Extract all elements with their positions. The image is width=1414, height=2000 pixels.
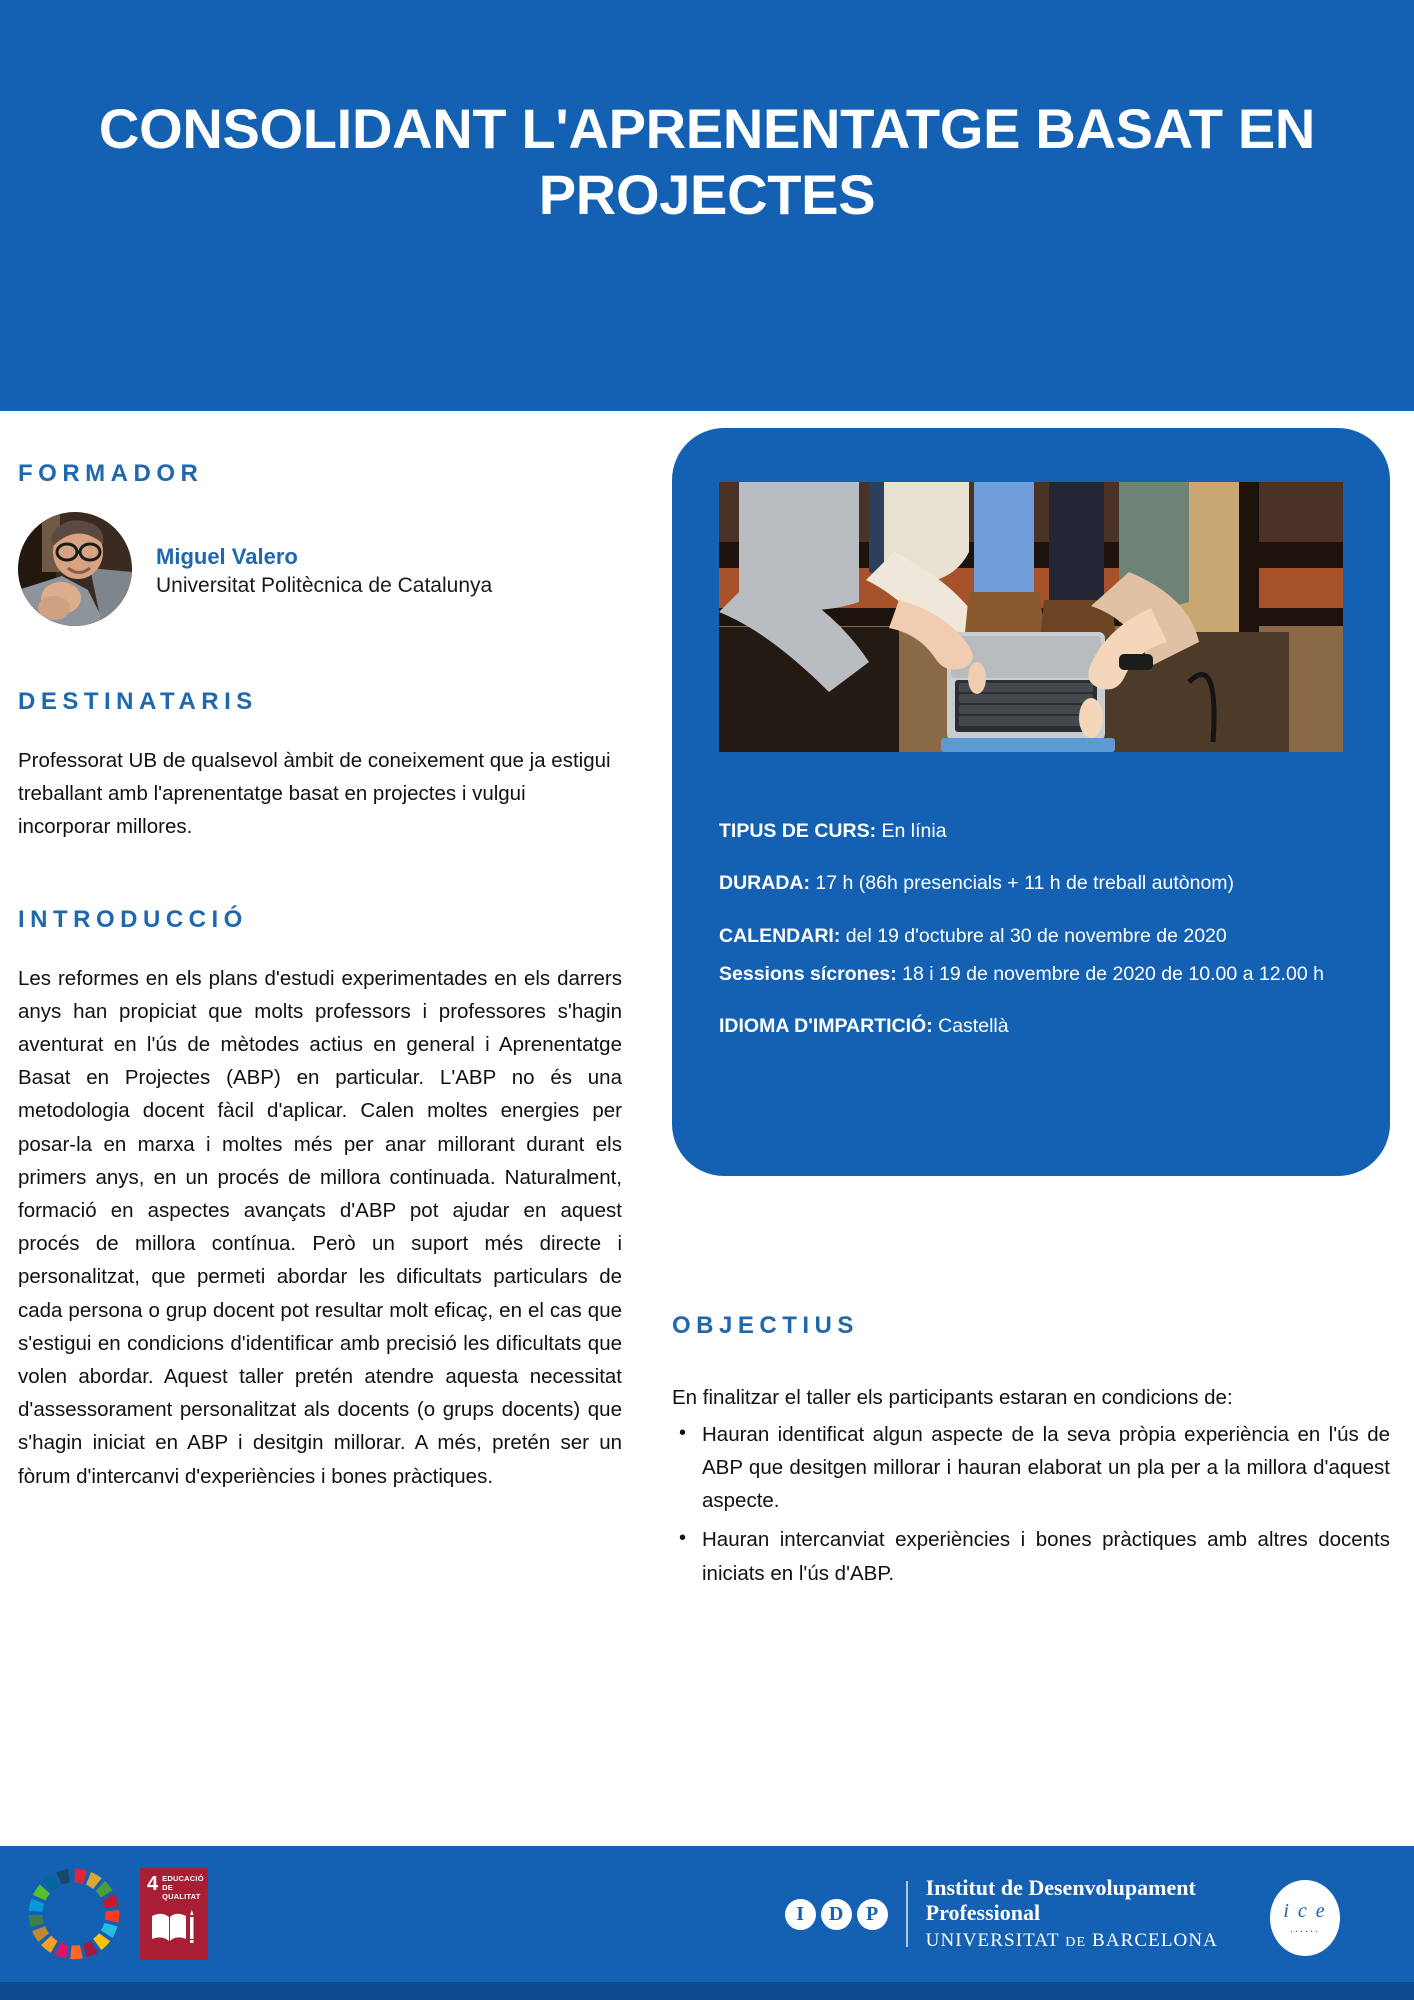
idp-letter-badges bbox=[785, 1899, 888, 1930]
sdg-goal-4-header bbox=[140, 1868, 208, 1902]
section-heading-formador: FORMADOR bbox=[18, 460, 204, 487]
sdg-wheel-icon bbox=[24, 1864, 124, 1964]
section-destinataris bbox=[18, 688, 622, 844]
destinataris-text: Professorat UB de qualsevol àmbit de coneixement que ja estigui treballant amb l'aprenentatge basat en projectes i vulgui incorporar millores. bbox=[18, 749, 611, 839]
detail-calendari bbox=[719, 923, 1350, 949]
idp-letter-d: D bbox=[821, 1899, 852, 1930]
trainer-organization: Universitat Politècnica de Catalunya bbox=[156, 574, 493, 597]
objectius-list bbox=[672, 1418, 1390, 1590]
avatar bbox=[18, 512, 132, 626]
sdg-goal-label-line2: DE QUALITAT bbox=[162, 1882, 201, 1901]
detail-label: IDIOMA D'IMPARTICIÓ: bbox=[719, 1015, 933, 1038]
sdg-goal-label-line1: EDUCACIÓ bbox=[162, 1874, 204, 1883]
detail-value: Castellà bbox=[938, 1015, 1009, 1038]
ice-logo-text: i c e bbox=[1283, 1900, 1327, 1922]
introduccio-text: Les reformes en els plans d'estudi experimentades en els darrers anys han propiciat que molts professors i professores s'hagin aventurat en l'ús de mètodes actius en general i Aprenentatge Basat en Projectes (ABP) en particular. L'ABP no és una metodologia docent fàcil d'aplicar. Calen moltes energies per posar-la en marxa i moltes més per anar millorant durant els primers anys, en un procés de millora continuada. Naturalment, formació en aspectes avançats d'ABP pot ajudar en aquest procés de millora contínua. Però un suport més directe i personalitzat, que permeti abordar les dificultats particulars de cada persona o grup docent pot resultar molt eficaç, en el cas que s'estigui en condicions d'identificar amb precisió les dificultats que volen abordar. Aquest taller pretén atendre aquesta necessitat d'assessorament personalitzat als docents (o grups docents) que s'hagin iniciat en ABP i desitgin millorar. A més, pretén ser un fòrum d'intercanvi d'experiències i bones pràctiques. bbox=[18, 966, 622, 1488]
detail-value: En línia bbox=[881, 820, 947, 842]
list-item: • Hauran intercanviat experiències i bones pràctiques amb altres docents iniciats en l'ús d'ABP. bbox=[672, 1523, 1390, 1589]
sdg-goal-4-badge bbox=[140, 1868, 208, 1960]
section-heading-objectius: OBJECTIUS bbox=[672, 1312, 859, 1339]
idp-name-line2: Professional bbox=[925, 1899, 1041, 1925]
idp-letter-p: P bbox=[857, 1899, 888, 1930]
course-photo bbox=[719, 482, 1343, 752]
objectius-intro: En finalitzar el taller els participants estaran en condicions de: bbox=[672, 1386, 1233, 1409]
list-item: • Hauran identificat algun aspecte de la seva pròpia experiència en l'ús de ABP que desitgen millorar i hauran elaborat un pla per a la millora d'aquest aspecte. bbox=[672, 1418, 1390, 1518]
open-book-icon bbox=[140, 1907, 208, 1947]
trainer-text bbox=[156, 540, 492, 598]
detail-value: 17 h (86h presencials + 11 h de treball autònom) bbox=[815, 872, 1235, 895]
divider bbox=[906, 1881, 908, 1947]
idp-university-mid: DE bbox=[1065, 1935, 1087, 1951]
idp-university-prefix: UNIVERSITAT bbox=[925, 1930, 1060, 1952]
idp-name-block bbox=[926, 1876, 1218, 1952]
ice-logo-dots: ...... bbox=[1289, 1923, 1321, 1935]
detail-idioma-imparticio bbox=[719, 1013, 1350, 1039]
detail-value: 18 i 19 de novembre de 2020 de 10.00 a 12.00 h bbox=[902, 962, 1324, 985]
sdg-goal-label bbox=[162, 1875, 208, 1902]
idp-name-line1: Institut de Desenvolupament bbox=[925, 1875, 1196, 1900]
idp-university bbox=[926, 1930, 1218, 1952]
ice-logo bbox=[1270, 1880, 1340, 1956]
trainer-name: Miguel Valero bbox=[156, 544, 298, 569]
section-heading-destinataris: DESTINATARIS bbox=[18, 688, 258, 715]
detail-label: Sessions sícrones: bbox=[719, 962, 897, 985]
detail-sessions-sicrones bbox=[719, 961, 1350, 987]
left-column bbox=[18, 460, 622, 1493]
detail-value: del 19 d'octubre al 30 de novembre de 2020 bbox=[845, 924, 1227, 947]
footer-bottom-strip bbox=[0, 1982, 1414, 2000]
course-info-card bbox=[672, 428, 1390, 1176]
trainer-row bbox=[18, 512, 622, 626]
footer-band bbox=[0, 1846, 1414, 1982]
idp-letter-i: I bbox=[785, 1899, 816, 1930]
section-introduccio bbox=[18, 906, 622, 1493]
detail-label: CALENDARI: bbox=[719, 924, 841, 947]
detail-label: DURADA: bbox=[719, 872, 810, 895]
detail-durada bbox=[719, 870, 1350, 896]
detail-tipus-de-curs bbox=[719, 818, 1350, 844]
section-objectius bbox=[672, 1312, 1390, 1596]
detail-label: TIPUS DE CURS: bbox=[719, 820, 877, 842]
sdg-goal-number: 4 bbox=[147, 1873, 159, 1895]
course-details-list bbox=[719, 818, 1350, 1040]
idp-logo bbox=[785, 1876, 1218, 1952]
section-heading-introduccio: INTRODUCCIÓ bbox=[18, 905, 248, 933]
page-title: CONSOLIDANT L'APRENENTATGE BASAT EN PROJECTES bbox=[98, 97, 1316, 227]
idp-university-suffix: BARCELONA bbox=[1091, 1930, 1218, 1952]
